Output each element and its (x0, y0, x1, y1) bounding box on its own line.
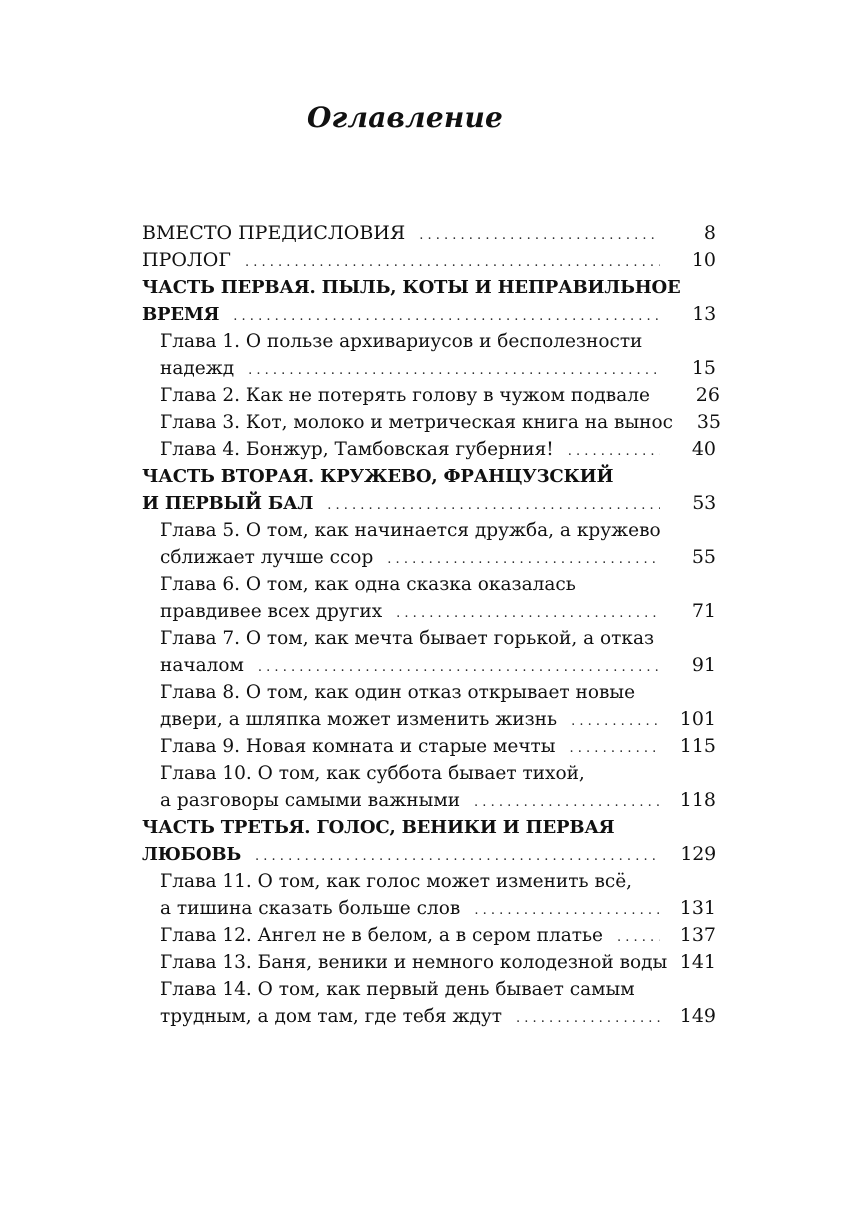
toc-page-number: 55 (691, 546, 716, 568)
toc-entry-title: а разговоры самыми важными (160, 790, 461, 811)
toc-entry-title: Глава 9. Новая комната и старые мечты (160, 736, 556, 757)
toc-entry-title: ВРЕМЯ (142, 304, 220, 325)
toc-entry-title: надежд (160, 358, 235, 379)
toc-entry[interactable] (142, 355, 716, 382)
toc-page-number: 101 (679, 708, 716, 730)
toc-page-number: 10 (691, 249, 716, 271)
dot-leader (474, 897, 660, 924)
toc-entry-title: Глава 2. Как не потерять голову в чужом подвале (160, 385, 650, 406)
toc-entry-title: Глава 13. Баня, веники и немного колодезной воды (160, 952, 668, 973)
table-of-contents (142, 220, 722, 1030)
toc-entry[interactable] (142, 733, 716, 760)
toc-entry-title: Глава 6. О том, как одна сказка оказалась (160, 574, 576, 595)
toc-entry-title: правдивее всех других (160, 601, 383, 622)
toc-entry-title: Глава 12. Ангел не в белом, а в сером платье (160, 925, 603, 946)
toc-entry[interactable] (142, 598, 716, 625)
toc-entry[interactable] (142, 382, 720, 409)
dot-leader (571, 708, 660, 735)
toc-entry-continuation[interactable] (142, 814, 716, 841)
toc-page-number: 35 (696, 411, 722, 433)
toc-entry-continuation[interactable] (142, 625, 716, 652)
toc-entry-title: Глава 7. О том, как мечта бывает горькой, а отказ (160, 628, 655, 649)
toc-entry-title: ЧАСТЬ ВТОРАЯ. КРУЖЕВО, ФРАНЦУЗСКИЙ (142, 466, 614, 487)
toc-page-number: 149 (679, 1005, 716, 1027)
toc-entry[interactable] (142, 787, 716, 814)
toc-entry-title: а тишина сказать больше слов (160, 898, 461, 919)
toc-page-number: 40 (691, 438, 716, 460)
dot-leader (258, 654, 660, 681)
dot-leader (255, 843, 660, 870)
toc-entry[interactable] (142, 841, 716, 868)
toc-entry-title: ЧАСТЬ ПЕРВАЯ. ПЫЛЬ, КОТЫ И НЕПРАВИЛЬНОЕ (142, 277, 681, 298)
dot-leader (570, 735, 660, 762)
dot-leader (248, 357, 660, 384)
toc-entry-title: ЧАСТЬ ТРЕТЬЯ. ГОЛОС, ВЕНИКИ И ПЕРВАЯ (142, 817, 615, 838)
toc-page-number: 115 (679, 735, 716, 757)
toc-entry[interactable] (142, 922, 716, 949)
toc-entry-title: Глава 10. О том, как суббота бывает тихой, (160, 763, 585, 784)
page-title: Оглавление (306, 101, 504, 134)
toc-entry-title: трудным, а дом там, где тебя ждут (160, 1006, 502, 1027)
toc-entry-continuation[interactable] (142, 571, 716, 598)
toc-entry-title: Глава 1. О пользе архивариусов и бесполезности (160, 331, 643, 352)
dot-leader (233, 303, 660, 330)
toc-entry-title: ПРОЛОГ (142, 249, 231, 271)
toc-entry-continuation[interactable] (142, 463, 716, 490)
toc-entry[interactable] (142, 949, 716, 976)
toc-entry-continuation[interactable] (142, 274, 716, 301)
toc-entry[interactable] (142, 301, 716, 328)
toc-entry[interactable] (142, 895, 716, 922)
toc-entry-continuation[interactable] (142, 976, 716, 1003)
dot-leader (568, 438, 660, 465)
toc-page-number: 91 (691, 654, 716, 676)
toc-entry[interactable] (142, 409, 722, 436)
dot-leader (474, 789, 660, 816)
toc-entry-continuation[interactable] (142, 328, 716, 355)
toc-entry-continuation[interactable] (142, 760, 716, 787)
toc-entry[interactable] (142, 220, 716, 247)
toc-page-number: 131 (679, 897, 716, 919)
toc-entry-continuation[interactable] (142, 517, 716, 544)
toc-page-number: 26 (695, 384, 720, 406)
toc-page-number: 141 (679, 951, 716, 973)
toc-entry-title: Глава 8. О том, как один отказ открывает новые (160, 682, 636, 703)
dot-leader (327, 492, 660, 519)
toc-entry-title: Глава 5. О том, как начинается дружба, а кружево (160, 520, 661, 541)
toc-page-number: 8 (703, 222, 716, 244)
toc-entry-continuation[interactable] (142, 868, 716, 895)
toc-entry[interactable] (142, 706, 716, 733)
toc-page-number: 53 (692, 492, 716, 514)
toc-entry-title: началом (160, 655, 244, 676)
dot-leader (617, 924, 660, 951)
toc-entry-title: Глава 14. О том, как первый день бывает самым (160, 979, 635, 1000)
dot-leader (396, 600, 660, 627)
dot-leader (245, 249, 660, 276)
toc-entry[interactable] (142, 490, 716, 517)
toc-entry[interactable] (142, 544, 716, 571)
toc-entry-title: Глава 4. Бонжур, Тамбовская губерния! (160, 439, 554, 460)
toc-entry-title: Глава 11. О том, как голос может изменить всё, (160, 871, 633, 892)
toc-entry-title: И ПЕРВЫЙ БАЛ (142, 493, 314, 514)
dot-leader (419, 222, 660, 249)
dot-leader (387, 546, 660, 573)
toc-entry-title: ВМЕСТО ПРЕДИСЛОВИЯ (142, 222, 406, 244)
toc-entry-title: ЛЮБОВЬ (142, 844, 242, 865)
toc-entry[interactable] (142, 1003, 716, 1030)
dot-leader (516, 1005, 660, 1032)
toc-entry[interactable] (142, 436, 716, 463)
toc-entry-title: сближает лучше ссор (160, 547, 374, 568)
toc-page-number: 13 (692, 303, 716, 325)
toc-page-number: 15 (691, 357, 716, 379)
toc-entry-title: двери, а шляпка может изменить жизнь (160, 709, 558, 730)
toc-page-number: 71 (691, 600, 716, 622)
toc-entry[interactable] (142, 652, 716, 679)
toc-entry[interactable] (142, 247, 716, 274)
toc-entry-continuation[interactable] (142, 679, 716, 706)
toc-page-number: 129 (680, 843, 716, 865)
toc-entry-title: Глава 3. Кот, молоко и метрическая книга на вынос (160, 412, 674, 433)
toc-page-number: 118 (679, 789, 716, 811)
toc-page-number: 137 (679, 924, 716, 946)
